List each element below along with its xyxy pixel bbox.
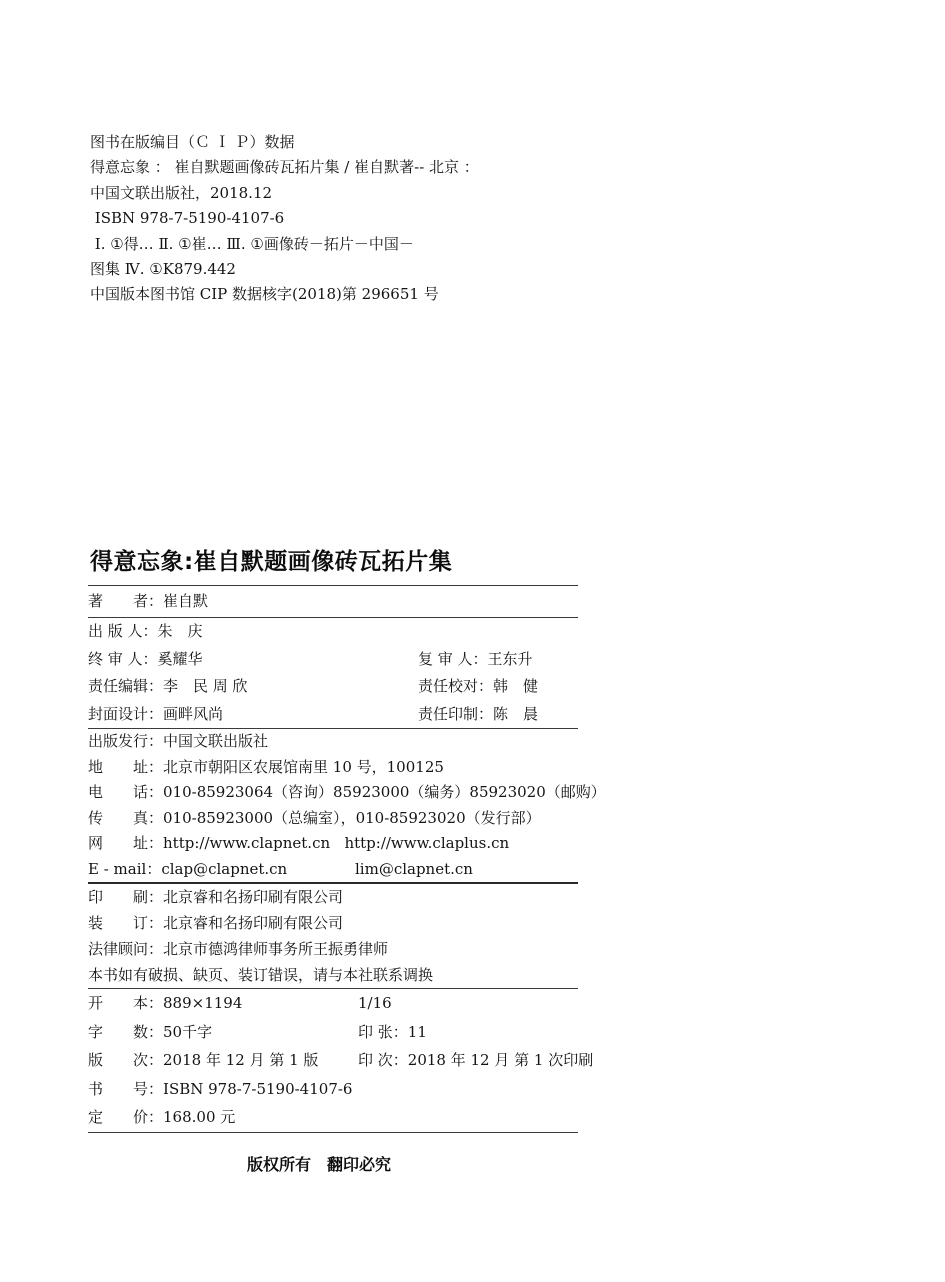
field-label: 印 刷： <box>88 888 164 906</box>
section-publisher <box>88 728 606 882</box>
field-value: clap@clapnet.cn <box>161 859 288 878</box>
table-row <box>88 1103 578 1132</box>
colophon-table <box>88 585 606 1133</box>
table-row <box>88 910 578 936</box>
table-row <box>88 1075 578 1104</box>
table-row <box>88 673 578 701</box>
field-label: 电 话： <box>88 783 164 801</box>
field-label: 书 号： <box>88 1079 164 1098</box>
field-value: 韩 健 <box>493 677 539 695</box>
field-value: 北京市朝阳区农展馆南里 10 号，100125 <box>163 757 444 776</box>
cip-line: 得意忘象 ： 崔自默题画像砖瓦拓片集 / 崔自默著-- 北京 ： <box>90 158 479 177</box>
field-label: 开 本： <box>88 994 164 1012</box>
field-value: ISBN 978-7-5190-4107-6 <box>163 1079 353 1098</box>
field-value: 2018 年 12 月 第 1 次印刷 <box>407 1051 594 1069</box>
field-label: E - mail： <box>88 859 162 878</box>
field-label: 封面设计： <box>88 704 164 723</box>
field-label: 出版发行： <box>88 732 164 750</box>
cip-classification-line: 图集 Ⅳ. ①K879.442 <box>90 260 236 279</box>
field-label: 字 数： <box>88 1022 164 1041</box>
field-pair-right <box>418 646 533 674</box>
field-value: 北京市德鸿律师事务所王振勇律师 <box>163 940 389 958</box>
section-author <box>88 585 578 617</box>
field-label: 著 者： <box>88 592 164 610</box>
table-row <box>88 989 578 1018</box>
table-row <box>88 646 578 674</box>
table-row <box>88 755 578 781</box>
field-pair-right <box>358 1018 427 1047</box>
section-format <box>88 988 594 1133</box>
field-value: 中国文联出版社 <box>163 732 269 750</box>
table-row <box>88 857 578 883</box>
table-row <box>88 936 578 962</box>
table-row <box>88 586 578 617</box>
field-value: 王东升 <box>487 649 533 668</box>
field-value: 奚耀华 <box>157 649 203 668</box>
disclaimer-text: 本书如有破损、缺页、装订错误，请与本社联系调换 <box>88 966 434 984</box>
field-value: lim@clapnet.cn <box>355 859 473 878</box>
field-pair-right <box>418 673 538 701</box>
field-label: 定 价： <box>88 1108 164 1126</box>
field-label: 责任校对： <box>418 677 494 695</box>
field-label: 出 版 人： <box>88 622 158 640</box>
table-row <box>88 1046 594 1075</box>
table-row <box>88 701 578 729</box>
field-label: 责任印制： <box>418 704 494 723</box>
table-row <box>88 618 578 646</box>
field-label: 法律顾问： <box>88 940 164 958</box>
field-label: 版 次： <box>88 1051 164 1069</box>
copyright-notice: 版权所有 翻印必究 <box>246 1155 391 1174</box>
field-value: 010-85923000（总编室），010-85923020（发行部） <box>163 808 541 827</box>
field-value: 崔自默 <box>163 592 209 610</box>
cip-isbn-line: ISBN 978-7-5190-4107-6 <box>90 209 285 228</box>
field-label: 印 次： <box>358 1051 408 1069</box>
table-row <box>88 780 606 806</box>
table-row <box>88 729 578 755</box>
section-staff <box>88 617 578 728</box>
cip-line: 中国文联出版社，2018.12 <box>90 183 273 202</box>
field-value: 北京睿和名扬印刷有限公司 <box>163 888 344 906</box>
field-label: 装 订： <box>88 914 164 932</box>
field-value: http://www.clapnet.cn http://www.claplus.cn <box>163 834 510 852</box>
table-row <box>88 884 578 910</box>
cip-classification-line: Ⅰ. ①得… Ⅱ. ①崔… Ⅲ. ①画像砖－拓片－中国－ <box>90 234 414 253</box>
cip-block <box>90 130 479 308</box>
cip-registration-line: 中国版本图书馆 CIP 数据核字(2018)第 296651 号 <box>90 285 439 304</box>
field-label: 印 张： <box>358 1022 408 1041</box>
table-row <box>88 962 578 988</box>
field-pair-right <box>418 701 538 729</box>
field-value: 010-85923064（咨询）85923000（编务）85923020（邮购） <box>163 783 606 801</box>
field-value: 889×1194 <box>163 994 243 1012</box>
table-row <box>88 806 578 832</box>
book-title: 得意忘象:崔自默题画像砖瓦拓片集 <box>90 549 453 575</box>
cip-heading: 图书在版编目（Ｃ Ｉ Ｐ）数据 <box>90 133 295 151</box>
field-value: 画畔风尚 <box>163 704 224 723</box>
field-value: 168.00 元 <box>163 1108 236 1126</box>
table-row <box>88 1018 578 1047</box>
field-label: 传 真： <box>88 808 164 827</box>
field-label: 地 址： <box>88 757 164 776</box>
field-label: 复 审 人： <box>418 649 488 668</box>
field-value: 11 <box>407 1022 427 1041</box>
field-pair-right <box>358 989 392 1018</box>
section-printing <box>88 882 578 988</box>
field-value: 北京睿和名扬印刷有限公司 <box>163 914 344 932</box>
field-pair-right <box>355 857 473 883</box>
field-pair-right <box>358 1046 593 1075</box>
field-value: 50千字 <box>163 1022 213 1041</box>
field-label: 网 址： <box>88 834 164 852</box>
field-value: 李 民 周 欣 <box>163 677 248 695</box>
field-label: 责任编辑： <box>88 677 164 695</box>
field-value: 2018 年 12 月 第 1 版 <box>163 1051 319 1069</box>
field-value: 朱 庆 <box>157 622 203 640</box>
field-label: 终 审 人： <box>88 649 158 668</box>
table-row <box>88 831 578 857</box>
field-value: 1/16 <box>358 994 392 1012</box>
field-value: 陈 晨 <box>493 704 539 723</box>
